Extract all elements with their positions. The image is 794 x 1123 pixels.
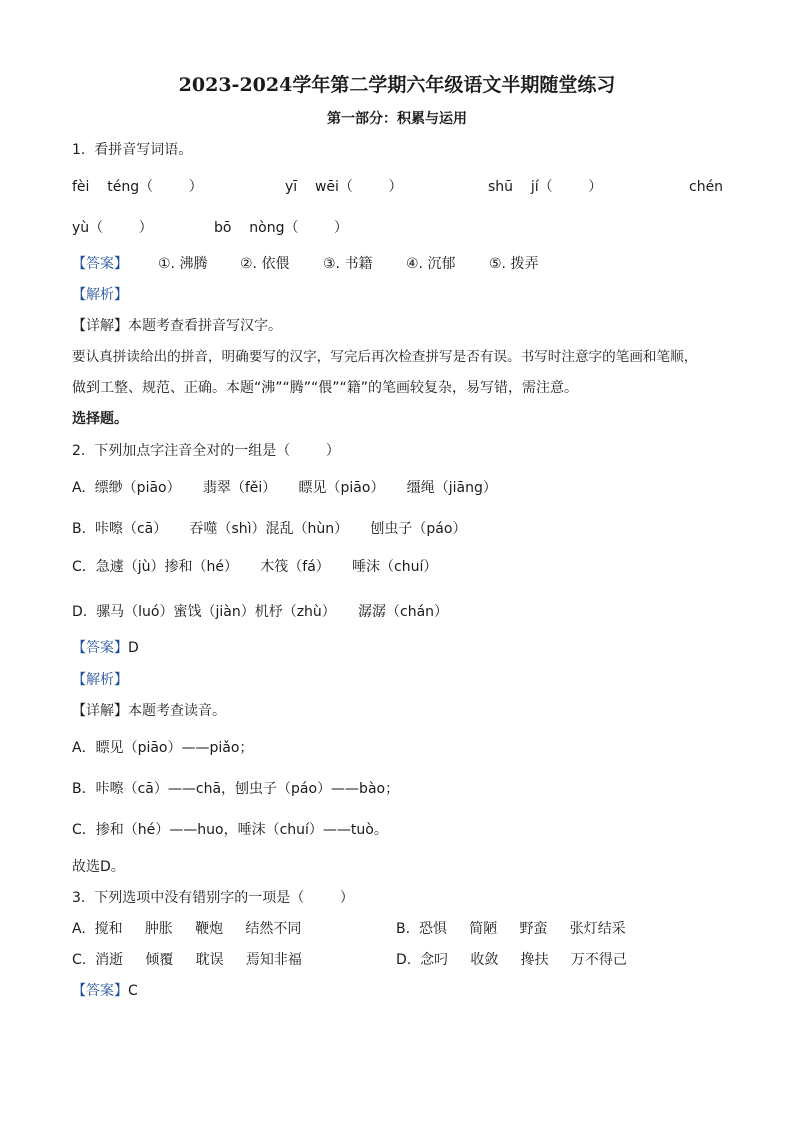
q1-detail-tag: 【详解】 — [72, 318, 128, 334]
section-subtitle: 第一部分：积累与运用 — [327, 111, 467, 127]
q1-detail-text: 本题考查看拼音写汉字。 — [128, 318, 282, 334]
q2-conclusion: 故选D。 — [72, 859, 125, 875]
q2-detail — [72, 701, 226, 721]
q1-pinyin-5: yù（ ） — [72, 220, 153, 236]
q1-detail — [72, 316, 282, 336]
q2-explain-c: C．掺和（hé）——huo，唾沫（chuí）——tuò。 — [72, 822, 388, 838]
q3-answer-tag: 【答案】 — [72, 983, 128, 999]
q1-pinyin-4: chén — [689, 179, 724, 195]
q2-answer-tag: 【答案】 — [72, 640, 128, 656]
q1-body-2: 做到工整、规范、正确。本题“沸”“腾”“偎”“籍”的笔画较复杂，易写错，需注意。 — [72, 380, 579, 396]
q3-answer-value: C — [128, 983, 138, 999]
q2-explain-b: B．咔嚓（cā）——chā，刨虫子（páo）——bào； — [72, 781, 400, 797]
q3-option-d: D. 念叼 收敛 搀扶 万不得己 — [396, 952, 627, 968]
page-title: 2023-2024学年第二学期六年级语文半期随堂练习 — [178, 74, 616, 96]
q2-stem: 2. 下列加点字注音全对的一组是（ ） — [72, 443, 340, 459]
q2-detail-tag: 【详解】 — [72, 703, 128, 719]
q1-answer-1: ①. 沸腾 — [158, 256, 208, 272]
q1-analysis-tag: 【解析】 — [72, 287, 128, 303]
q3-option-a: A. 搅和 肿胀 鞭炮 结然不同 — [72, 921, 302, 937]
q1-answer-4: ④. 沉郁 — [406, 256, 456, 272]
q2-analysis-tag: 【解析】 — [72, 672, 128, 688]
q2-explain-a: A．瞟见（piāo）——piǎo； — [72, 740, 254, 756]
q1-pinyin-1: fèi téng（ ） — [72, 179, 203, 195]
q2-option-c: C．急遽（jù）掺和（hé） 木筏（fá） 唾沫（chuí） — [72, 559, 438, 575]
q1-pinyin-6: bō nòng（ ） — [214, 220, 349, 236]
section-choice-heading: 选择题。 — [72, 411, 128, 427]
q1-pinyin-2: yī wēi（ ） — [285, 179, 403, 195]
q2-option-b: B. 咔嚓（cā） 吞噬（shì）混乱（hùn） 刨虫子（páo） — [72, 521, 467, 537]
q1-answer-3: ③. 书籍 — [323, 256, 373, 272]
q3-answer — [72, 981, 138, 1001]
q2-answer-value: D — [128, 640, 139, 656]
q2-option-d: D. 骡马（luó）蜜饯（jiàn）机杼（zhù） 潺潺（chán） — [72, 604, 449, 620]
q1-answer-tag: 【答案】 — [72, 256, 128, 272]
q3-option-b: B. 恐惧 简陋 野蛮 张灯结采 — [396, 921, 626, 937]
q2-answer — [72, 638, 139, 658]
q3-stem: 3. 下列选项中没有错别字的一项是（ ） — [72, 890, 354, 906]
q2-option-a: A. 缥缈（piāo） 翡翠（fěi） 瞟见（piāo） 缰绳（jiāng） — [72, 480, 497, 496]
q1-stem: 1. 看拼音写词语。 — [72, 142, 193, 158]
q1-pinyin-3: shū jí（ ） — [488, 179, 603, 195]
q1-body-1: 要认真拼读给出的拼音，明确要写的汉字，写完后再次检查拼写是否有误。书写时注意字的笔画和笔顺， — [72, 349, 698, 365]
q3-option-c: C. 消逝 倾覆 耽误 焉知非福 — [72, 952, 302, 968]
q2-detail-text: 本题考查读音。 — [128, 703, 226, 719]
q1-answer-5: ⑤. 拨弄 — [489, 256, 539, 272]
q1-answer-2: ②. 依偎 — [240, 256, 290, 272]
